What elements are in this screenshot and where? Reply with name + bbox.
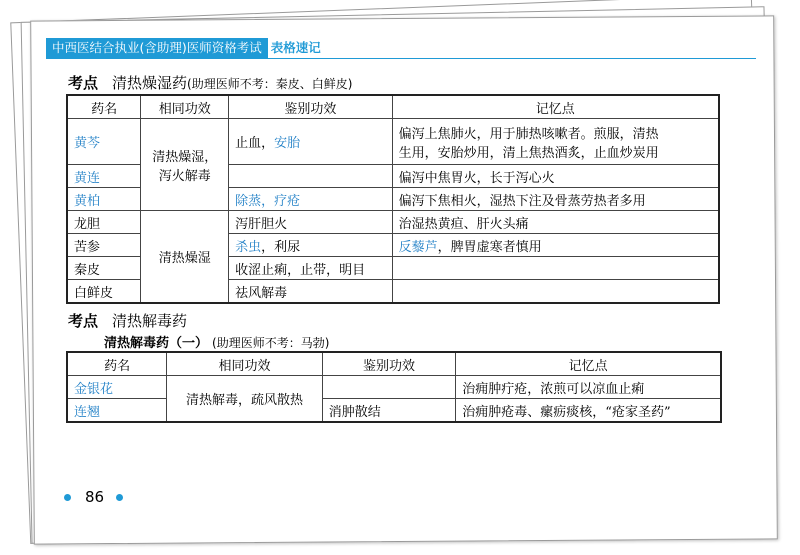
section1-heading bbox=[68, 72, 352, 93]
memo-line: 生用，安胎炒用，清上焦热酒炙，止血炒炭用 bbox=[398, 145, 659, 161]
col-header: 相同功效 bbox=[141, 95, 229, 119]
diff-effect: 祛风解毒 bbox=[229, 280, 393, 304]
kaodian-label: 考点 bbox=[68, 74, 99, 92]
diff-effect bbox=[322, 376, 456, 399]
diff-text: ，利尿 bbox=[261, 239, 301, 255]
table-row bbox=[67, 211, 719, 234]
common-effect-cell: 清热解毒，疏风散热 bbox=[167, 376, 323, 423]
col-header: 相同功效 bbox=[167, 352, 323, 376]
col-header: 鉴别功效 bbox=[229, 95, 393, 119]
table-heat-clearing-detox bbox=[66, 351, 722, 423]
table-header-row bbox=[67, 95, 719, 119]
diff-effect: 泻肝胆火 bbox=[229, 211, 393, 234]
kaodian-label: 考点 bbox=[68, 312, 99, 330]
dot-icon bbox=[116, 494, 123, 501]
section1-note: (助理医师不考：秦皮、白鲜皮) bbox=[187, 77, 353, 91]
diff-text: 止血， bbox=[235, 136, 275, 151]
herb-name: 连翘 bbox=[67, 399, 167, 423]
section1-title: 清热燥湿药 bbox=[112, 74, 188, 92]
herb-name: 黄连 bbox=[67, 165, 141, 188]
memo: 治湿热黄疸、肝火头痛 bbox=[392, 211, 719, 234]
memo bbox=[392, 257, 719, 280]
herb-name: 秦皮 bbox=[67, 257, 141, 280]
subheading-note: (助理医师不考：马勃) bbox=[212, 336, 330, 350]
memo-line: 偏泻上焦肺火，用于肺热咳嗽者。煎服，清热 bbox=[398, 126, 659, 142]
subheading-title: 清热解毒药（一） bbox=[104, 336, 209, 351]
table-row bbox=[67, 399, 721, 423]
memo-text: ，脾胃虚寒者慎用 bbox=[437, 239, 542, 255]
dot-icon bbox=[64, 494, 71, 501]
memo-highlight: 反藜芦 bbox=[398, 239, 438, 255]
common-effect-cell bbox=[141, 119, 229, 211]
diff-highlight: 安胎 bbox=[274, 136, 301, 151]
table-row bbox=[67, 376, 721, 399]
col-header: 药名 bbox=[67, 352, 167, 376]
page bbox=[46, 24, 768, 534]
page-number-text: 86 bbox=[85, 488, 105, 506]
diff-effect bbox=[229, 234, 393, 257]
header-title: 中西医结合执业(含助理)医师资格考试 bbox=[46, 38, 268, 58]
col-header: 鉴别功效 bbox=[322, 352, 456, 376]
herb-name: 苦参 bbox=[67, 234, 141, 257]
memo: 偏泻中焦胃火，长于泻心火 bbox=[392, 165, 719, 188]
herb-name: 白鲜皮 bbox=[67, 280, 141, 304]
memo bbox=[392, 234, 719, 257]
diff-highlight: 杀虫 bbox=[235, 239, 262, 255]
header-subtitle: 表格速记 bbox=[270, 40, 321, 55]
common-effect-line: 泻火解毒 bbox=[158, 168, 211, 184]
section2-heading bbox=[68, 310, 187, 331]
memo: 治痈肿疮毒、瘰疬痰核，“疮家圣药” bbox=[456, 399, 721, 423]
header-band bbox=[46, 38, 321, 58]
page-number bbox=[64, 488, 123, 506]
herb-name: 金银花 bbox=[67, 376, 167, 399]
herb-name: 黄柏 bbox=[67, 188, 141, 211]
diff-effect: 除蒸，疗疮 bbox=[229, 188, 393, 211]
memo: 偏泻下焦相火，湿热下注及骨蒸劳热者多用 bbox=[392, 188, 719, 211]
common-effect-cell: 清热燥湿 bbox=[141, 211, 229, 304]
header-rule bbox=[46, 58, 756, 59]
herb-name: 龙胆 bbox=[67, 211, 141, 234]
memo: 治痈肿疔疮，浓煎可以凉血止痢 bbox=[456, 376, 721, 399]
section2-title: 清热解毒药 bbox=[112, 312, 188, 330]
diff-effect: 消肿散结 bbox=[322, 399, 456, 423]
memo bbox=[392, 280, 719, 304]
table-header-row bbox=[67, 352, 721, 376]
col-header: 记忆点 bbox=[392, 95, 719, 119]
diff-effect: 收涩止痢，止带，明目 bbox=[229, 257, 393, 280]
col-header: 药名 bbox=[67, 95, 141, 119]
diff-effect bbox=[229, 165, 393, 188]
herb-name: 黄芩 bbox=[67, 119, 141, 165]
section2-subheading bbox=[104, 332, 329, 351]
col-header: 记忆点 bbox=[456, 352, 721, 376]
common-effect-line: 清热燥湿， bbox=[152, 149, 218, 165]
memo bbox=[392, 119, 719, 165]
table-heat-clearing-damp-drying bbox=[66, 94, 720, 304]
table-row bbox=[67, 119, 719, 165]
diff-effect bbox=[229, 119, 393, 165]
